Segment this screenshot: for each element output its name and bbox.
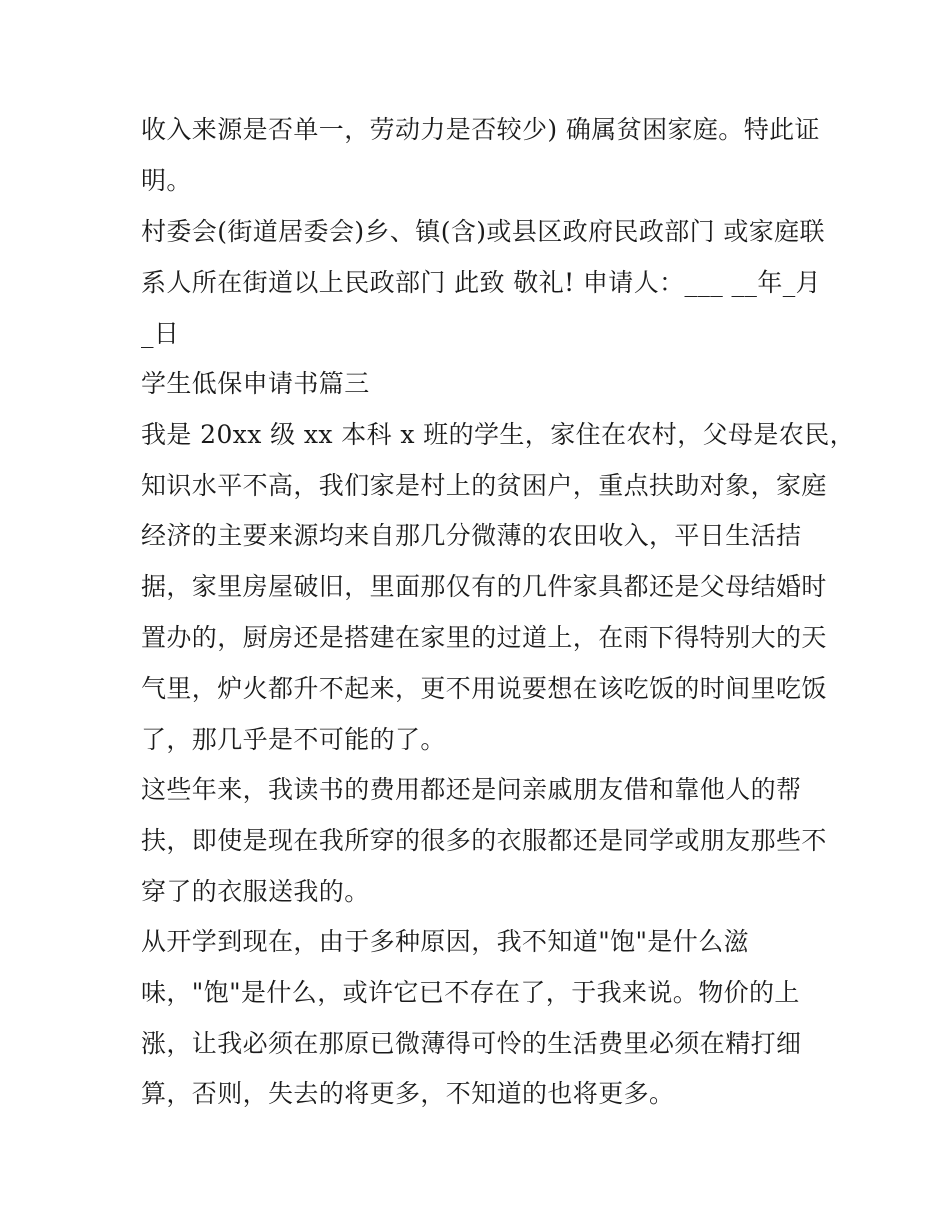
text-line: 知识水平不高，我们家是村上的贫困户，重点扶助对象，家庭 bbox=[141, 471, 827, 500]
text-line: 算，否则，失去的将更多，不知道的也将更多。 bbox=[141, 1079, 675, 1108]
text-line: 这些年来，我读书的费用都还是问亲戚朋友借和靠他人的帮 bbox=[141, 775, 802, 804]
text-line: 了，那几乎是不可能的了。 bbox=[141, 725, 446, 754]
text-line: 经济的主要来源均来自那几分微薄的农田收入，平日生活拮 bbox=[141, 521, 802, 550]
text-line: 明。 bbox=[141, 166, 192, 195]
text-line: 气里，炉火都升不起来，更不用说要想在该吃饭的时间里吃饭 bbox=[141, 674, 827, 703]
text-line: 从开学到现在，由于多种原因，我不知道"饱"是什么滋 bbox=[141, 927, 749, 956]
section-heading: 学生低保申请书篇三 bbox=[141, 369, 370, 398]
text-line: _日 bbox=[141, 319, 180, 348]
text-line: 我是 20xx 级 xx 本科 x 班的学生，家住在农村，父母是农民， bbox=[141, 420, 855, 449]
text-line: 系人所在街道以上民政部门 此致 敬礼! 申请人：___ __年_月 bbox=[141, 268, 822, 297]
text-line: 穿了的衣服送我的。 bbox=[141, 877, 370, 906]
text-line: 味，"饱"是什么，或许它已不存在了，于我来说。物价的上 bbox=[141, 978, 800, 1007]
text-line: 置办的，厨房还是搭建在家里的过道上，在雨下得特别大的天 bbox=[141, 623, 827, 652]
text-line: 收入来源是否单一，劳动力是否较少) 确属贫困家庭。特此证 bbox=[141, 115, 820, 144]
text-line: 扶，即使是现在我所穿的很多的衣服都还是同学或朋友那些不 bbox=[141, 826, 827, 855]
text-line: 据，家里房屋破旧，里面那仅有的几件家具都还是父母结婚时 bbox=[141, 572, 827, 601]
text-line: 涨，让我必须在那原已微薄得可怜的生活费里必须在精打细 bbox=[141, 1029, 802, 1058]
text-line: 村委会(街道居委会)乡、镇(含)或县区政府民政部门 或家庭联 bbox=[141, 217, 825, 246]
